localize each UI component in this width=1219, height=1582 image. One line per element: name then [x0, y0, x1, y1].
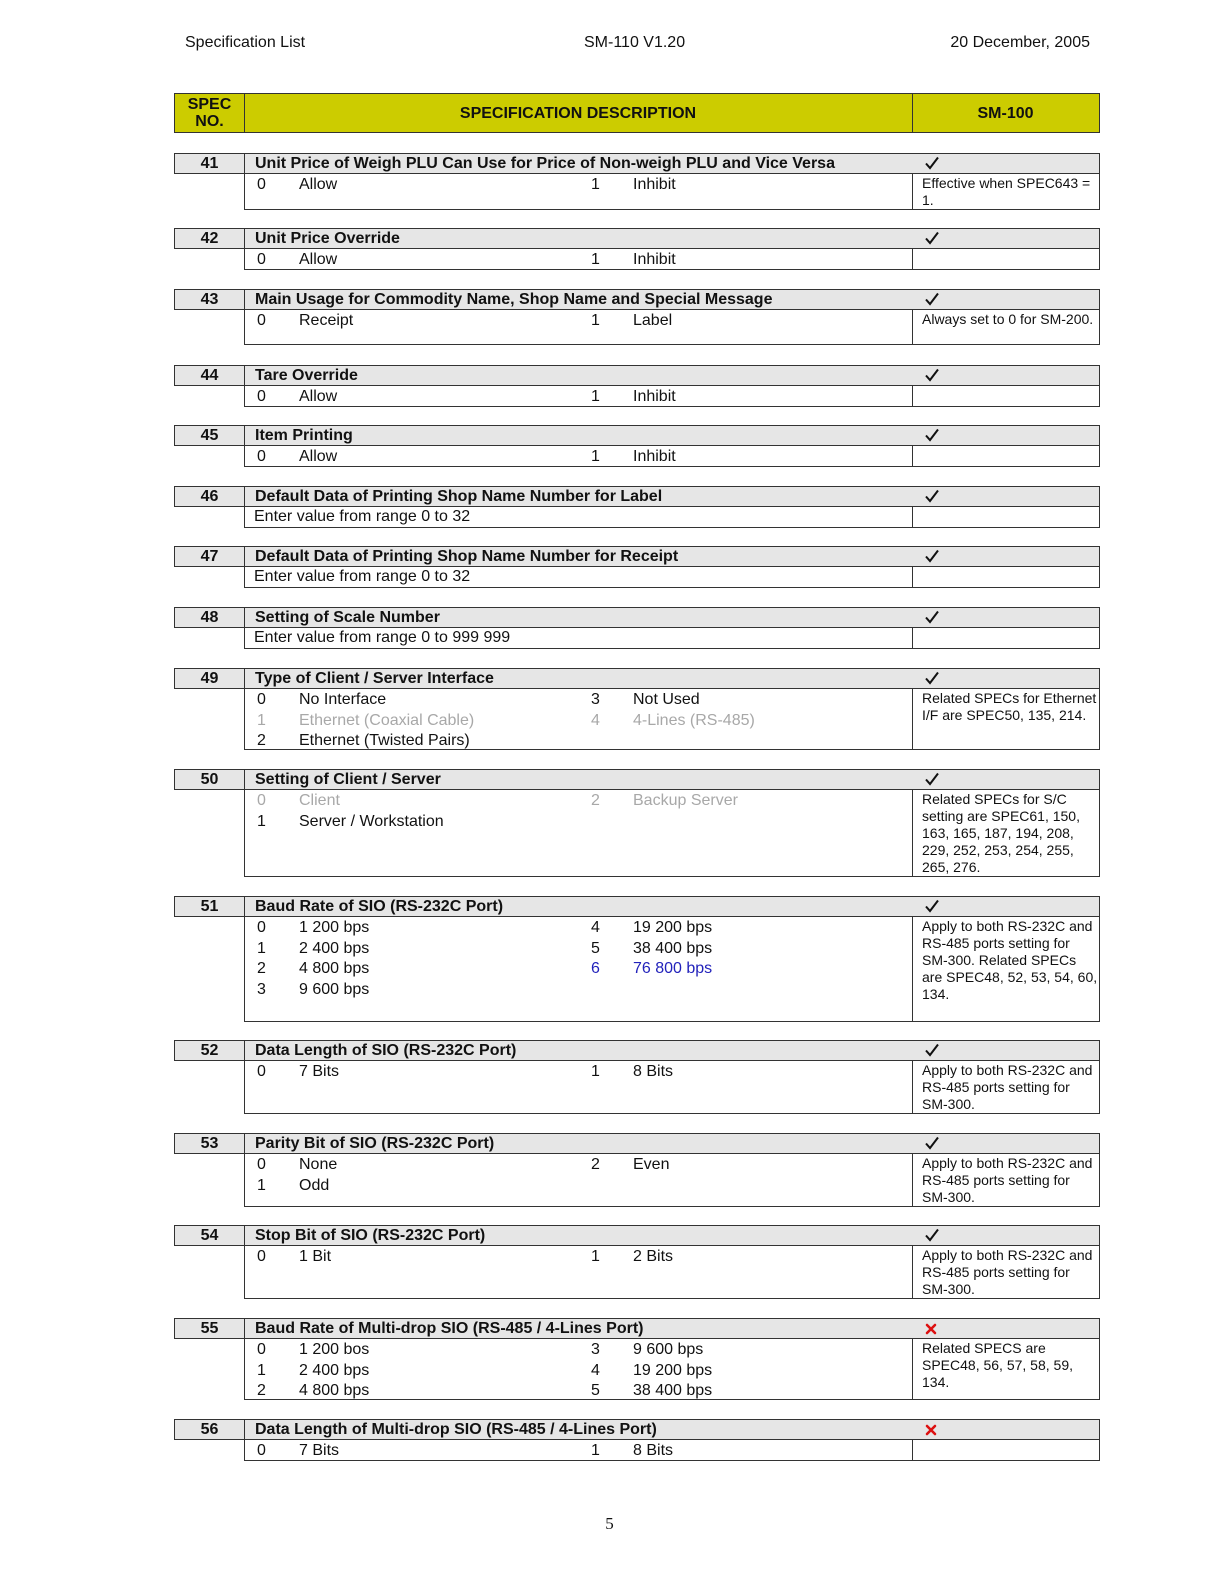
spec-body	[244, 1060, 1100, 1114]
check-icon	[922, 897, 942, 916]
option-label: Inhibit	[633, 388, 676, 405]
spec-title-row	[174, 1040, 1100, 1061]
option-label: 4 800 bps	[299, 1382, 370, 1399]
spec-body	[244, 1338, 1100, 1400]
option-label: Receipt	[299, 312, 354, 329]
option-code: 0	[257, 1442, 266, 1459]
spec-option	[257, 250, 337, 270]
option-code: 1	[257, 939, 266, 957]
option-code: 0	[257, 1341, 266, 1358]
column-divider	[912, 917, 913, 1021]
table-column-header	[174, 93, 1100, 133]
option-label: 7 Bits	[299, 1442, 340, 1459]
header-left: Specification List	[185, 34, 306, 51]
spec-option	[591, 1381, 712, 1401]
spec-number: 50	[175, 770, 245, 789]
spec-title-row	[174, 546, 1100, 567]
option-code: 1	[257, 812, 266, 830]
option-code: 2	[257, 960, 266, 977]
spec-title-row	[174, 607, 1100, 628]
option-label: Ethernet (Twisted Pairs)	[299, 732, 470, 749]
spec-title-row	[174, 289, 1100, 310]
spec-note: Effective when SPEC643 = 1.	[922, 175, 1091, 208]
option-code: 4	[591, 919, 600, 936]
spec-option	[257, 1340, 369, 1360]
spec-body	[244, 1245, 1100, 1299]
option-label: 38 400 bps	[633, 939, 713, 957]
spec-body	[244, 566, 1100, 588]
option-label: 4-Lines (RS-485)	[633, 711, 755, 729]
option-label: 38 400 bps	[633, 1382, 713, 1399]
option-label: 9 600 bps	[633, 1341, 704, 1358]
option-label: Allow	[299, 176, 338, 193]
option-code: 1	[257, 711, 266, 729]
spec-title: Stop Bit of SIO (RS-232C Port)	[255, 1227, 486, 1244]
option-code: 0	[257, 251, 266, 268]
option-code: 1	[591, 176, 600, 193]
spec-option	[257, 980, 369, 1000]
spec-body	[244, 385, 1100, 407]
spec-note: Always set to 0 for SM-200.	[922, 311, 1094, 327]
spec-title-row	[174, 486, 1100, 507]
spec-option	[591, 711, 755, 731]
spec-option	[591, 311, 672, 331]
spec-body	[244, 916, 1100, 1022]
option-code: 0	[257, 691, 266, 708]
spec-title: Tare Override	[255, 367, 358, 384]
spec-note: Apply to both RS-232C and RS-485 ports setting for SM-300.	[922, 1062, 1093, 1112]
spec-option	[257, 1062, 339, 1082]
spec-title-row	[174, 153, 1100, 174]
option-code: 2	[591, 1156, 600, 1173]
spec-option	[257, 175, 337, 195]
column-description: SPECIFICATION DESCRIPTION	[244, 94, 913, 132]
spec-number: 45	[175, 426, 245, 445]
option-label: No Interface	[299, 691, 387, 708]
option-code: 0	[257, 1248, 266, 1265]
option-code: 5	[591, 1382, 600, 1399]
spec-number: 49	[175, 669, 245, 688]
check-icon	[922, 608, 942, 627]
cross-icon	[922, 1319, 942, 1338]
option-label: Label	[633, 312, 673, 329]
column-divider	[912, 1440, 913, 1460]
option-label: Inhibit	[633, 251, 676, 268]
column-spec-no: SPEC NO.	[175, 94, 245, 132]
check-icon	[922, 366, 942, 385]
option-label: 1 200 bps	[299, 919, 370, 936]
spec-number: 46	[175, 487, 245, 506]
column-divider	[912, 628, 913, 648]
spec-option	[591, 791, 738, 811]
check-icon	[922, 426, 942, 445]
spec-option	[257, 711, 474, 731]
spec-title: Setting of Client / Server	[255, 771, 441, 788]
option-label: 4 800 bps	[299, 960, 370, 977]
spec-number: 47	[175, 547, 245, 566]
option-code: 4	[591, 711, 600, 729]
option-label: None	[299, 1156, 338, 1173]
spec-number: 51	[175, 897, 245, 916]
option-code: 2	[257, 732, 266, 749]
option-code: 1	[591, 1063, 600, 1080]
column-divider	[912, 1061, 913, 1113]
check-icon	[922, 229, 942, 248]
header-right: 20 December, 2005	[950, 34, 1090, 51]
spec-range-text: Enter value from range 0 to 32	[254, 508, 471, 525]
spec-option	[591, 387, 676, 407]
column-divider	[912, 507, 913, 527]
spec-title-row	[174, 425, 1100, 446]
option-code: 0	[257, 388, 266, 405]
spec-option	[591, 939, 712, 959]
column-divider	[912, 386, 913, 406]
spec-note: Related SPECS are SPEC48, 56, 57, 58, 59, 134.	[922, 1340, 1073, 1390]
option-label: Odd	[299, 1176, 330, 1194]
option-code: 4	[591, 1361, 600, 1379]
spec-option	[257, 1247, 331, 1267]
column-divider	[912, 310, 913, 344]
option-code: 0	[257, 448, 266, 465]
option-label: Backup Server	[633, 792, 738, 809]
check-icon	[922, 1226, 942, 1245]
option-label: Allow	[299, 388, 338, 405]
spec-title-row	[174, 1419, 1100, 1440]
header-center: SM-110 V1.20	[584, 34, 686, 51]
option-label: 19 200 bps	[633, 919, 713, 936]
spec-note: Apply to both RS-232C and RS-485 ports setting for SM-300. Related SPECs are SPEC48, 52, 53, 54, 60, 134.	[922, 918, 1098, 1002]
option-label: Inhibit	[633, 176, 676, 193]
spec-range-text: Enter value from range 0 to 999 999	[254, 629, 511, 646]
option-label: 2 Bits	[633, 1248, 674, 1265]
option-code: 5	[591, 939, 600, 957]
spec-option	[257, 447, 337, 467]
spec-range-text: Enter value from range 0 to 32	[254, 568, 471, 585]
spec-title-row	[174, 668, 1100, 689]
spec-body	[244, 173, 1100, 210]
spec-note: Apply to both RS-232C and RS-485 ports setting for SM-300.	[922, 1155, 1093, 1205]
check-icon	[922, 770, 942, 789]
spec-title: Baud Rate of SIO (RS-232C Port)	[255, 898, 504, 915]
spec-note: Related SPECs for S/C setting are SPEC61, 150, 163, 165, 187, 194, 208, 229, 252, 253, 254, 255, 265, 276.	[922, 791, 1080, 875]
column-model: SM-100	[977, 104, 1034, 122]
option-label: Server / Workstation	[299, 812, 444, 830]
spec-body	[244, 1439, 1100, 1461]
option-label: Inhibit	[633, 448, 676, 465]
spec-body	[244, 445, 1100, 467]
option-code: 1	[591, 312, 600, 329]
spec-option	[257, 311, 353, 331]
option-code: 1	[591, 1442, 600, 1459]
option-code: 6	[591, 960, 600, 977]
option-label: 1 200 bos	[299, 1341, 370, 1358]
spec-body	[244, 309, 1100, 345]
spec-option	[591, 1340, 703, 1360]
spec-number: 41	[175, 154, 245, 173]
option-code: 1	[257, 1176, 266, 1194]
spec-option	[257, 387, 337, 407]
spec-option	[257, 1361, 369, 1381]
spec-body	[244, 789, 1100, 877]
cross-icon	[922, 1420, 942, 1439]
spec-option	[257, 918, 369, 938]
spec-title-row	[174, 1318, 1100, 1339]
option-code: 1	[591, 448, 600, 465]
option-code: 1	[591, 251, 600, 268]
option-code: 1	[591, 1248, 600, 1265]
spec-title-row	[174, 365, 1100, 386]
spec-title: Default Data of Printing Shop Name Number for Receipt	[255, 548, 679, 565]
spec-title: Data Length of SIO (RS-232C Port)	[255, 1042, 517, 1059]
option-label: 9 600 bps	[299, 980, 370, 998]
option-code: 3	[257, 980, 266, 998]
spec-option	[257, 1381, 369, 1401]
page-number: 5	[605, 1514, 614, 1533]
spec-option	[591, 918, 712, 938]
option-label: 2 400 bps	[299, 939, 370, 957]
spec-title: Setting of Scale Number	[255, 609, 440, 626]
spec-title: Data Length of Multi-drop SIO (RS-485 / 4-Lines Port)	[255, 1421, 657, 1438]
check-icon	[922, 290, 942, 309]
spec-option	[257, 959, 369, 979]
column-divider	[912, 689, 913, 749]
spec-option	[591, 447, 676, 467]
spec-body	[244, 627, 1100, 649]
option-label: Allow	[299, 251, 338, 268]
spec-title: Item Printing	[255, 427, 353, 444]
check-icon	[922, 669, 942, 688]
option-code: 2	[591, 792, 600, 809]
spec-number: 54	[175, 1226, 245, 1245]
spec-option	[257, 812, 444, 832]
option-label: Even	[633, 1156, 670, 1173]
spec-title-row	[174, 228, 1100, 249]
spec-option	[257, 1155, 337, 1175]
spec-body	[244, 1153, 1100, 1207]
option-code: 0	[257, 919, 266, 936]
spec-number: 48	[175, 608, 245, 627]
column-divider	[912, 1339, 913, 1399]
option-code: 1	[591, 388, 600, 405]
option-code: 2	[257, 1382, 266, 1399]
spec-title: Unit Price of Weigh PLU Can Use for Price of Non-weigh PLU and Vice Versa	[255, 155, 835, 172]
option-label: 2 400 bps	[299, 1361, 370, 1379]
spec-number: 44	[175, 366, 245, 385]
spec-title-row	[174, 1225, 1100, 1246]
option-label: 76 800 bps	[633, 960, 713, 977]
spec-option	[257, 1441, 339, 1461]
option-code: 1	[257, 1361, 266, 1379]
check-icon	[922, 487, 942, 506]
option-code: 3	[591, 1341, 600, 1358]
spec-note: Apply to both RS-232C and RS-485 ports setting for SM-300.	[922, 1247, 1093, 1297]
spec-option	[591, 1441, 673, 1461]
spec-option	[591, 1155, 669, 1175]
option-code: 0	[257, 1156, 266, 1173]
option-label: 1 Bit	[299, 1248, 332, 1265]
spec-title: Type of Client / Server Interface	[255, 670, 494, 687]
option-label: 8 Bits	[633, 1442, 674, 1459]
spec-option	[591, 690, 700, 710]
option-code: 3	[591, 691, 600, 708]
spec-title: Baud Rate of Multi-drop SIO (RS-485 / 4-Lines Port)	[255, 1320, 644, 1337]
option-label: 19 200 bps	[633, 1361, 713, 1379]
column-divider	[912, 790, 913, 876]
option-label: Allow	[299, 448, 338, 465]
spec-option	[591, 1361, 712, 1381]
column-divider	[912, 249, 913, 269]
option-label: 7 Bits	[299, 1063, 340, 1080]
column-divider	[912, 567, 913, 587]
column-divider	[912, 446, 913, 466]
spec-option	[591, 1062, 673, 1082]
column-divider	[912, 1246, 913, 1298]
spec-option	[257, 791, 340, 811]
option-code: 0	[257, 176, 266, 193]
option-label: Client	[299, 792, 340, 809]
spec-body	[244, 688, 1100, 750]
check-icon	[922, 1041, 942, 1060]
option-label: 8 Bits	[633, 1063, 674, 1080]
spec-option	[257, 939, 369, 959]
option-code: 0	[257, 312, 266, 329]
spec-number: 43	[175, 290, 245, 309]
spec-title-row	[174, 769, 1100, 790]
spec-title-row	[174, 896, 1100, 917]
column-divider	[912, 174, 913, 209]
option-label: Ethernet (Coaxial Cable)	[299, 711, 475, 729]
check-icon	[922, 547, 942, 566]
spec-option	[591, 1247, 673, 1267]
spec-number: 53	[175, 1134, 245, 1153]
spec-number: 42	[175, 229, 245, 248]
spec-option	[591, 175, 676, 195]
spec-body	[244, 506, 1100, 528]
column-divider	[912, 1154, 913, 1206]
spec-option	[591, 250, 676, 270]
spec-number: 56	[175, 1420, 245, 1439]
option-code: 0	[257, 1063, 266, 1080]
spec-number: 55	[175, 1319, 245, 1338]
spec-option	[257, 690, 386, 710]
check-icon	[922, 1134, 942, 1153]
check-icon	[922, 154, 942, 173]
spec-title: Main Usage for Commodity Name, Shop Name and Special Message	[255, 291, 773, 308]
spec-title: Unit Price Override	[255, 230, 400, 247]
spec-option	[257, 731, 470, 751]
spec-note: Related SPECs for Ethernet I/F are SPEC50, 135, 214.	[922, 690, 1097, 723]
spec-number: 52	[175, 1041, 245, 1060]
spec-title: Parity Bit of SIO (RS-232C Port)	[255, 1135, 495, 1152]
option-code: 0	[257, 792, 266, 809]
spec-body	[244, 248, 1100, 270]
spec-title: Default Data of Printing Shop Name Number for Label	[255, 488, 663, 505]
spec-title-row	[174, 1133, 1100, 1154]
option-label: Not Used	[633, 691, 700, 708]
spec-option	[257, 1176, 329, 1196]
spec-option	[591, 959, 712, 979]
